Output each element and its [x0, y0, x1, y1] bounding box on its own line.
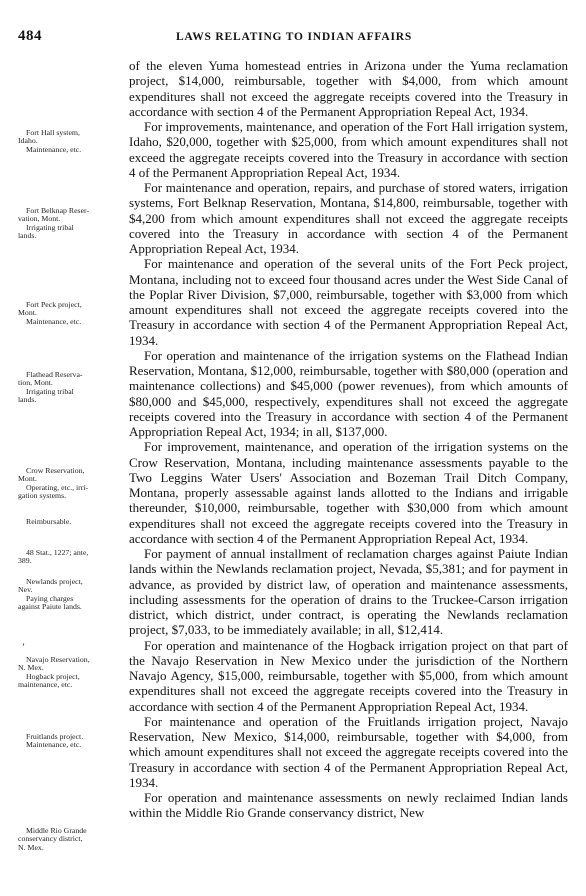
paragraph-fruitlands: For maintenance and operation of the Fruitlands irrigation project, Navajo Reservation, New Mexico, $14,000, reimbursable, together with $4,000, from which amount expenditures shall not exceed the aggregate receipts covered into the Treasury in accordance with section 4 of the Permanent Appropriation Repeal Act, 1934.	[129, 713, 568, 790]
margin-note-line: Maintenance, etc.	[26, 316, 82, 326]
margin-note-line: Irrigating tribal	[26, 386, 74, 396]
margin-note-line: tion, Mont.	[18, 378, 53, 388]
margin-note-fort-belknap	[18, 207, 122, 240]
margin-note-statute-reference	[18, 549, 122, 566]
paragraph-newlands: For payment of annual installment of reclamation charges against Paiute Indian lands within the Newlands reclamation project, Nevada, $5,381; and for payment in advance, as provided by district law, of operation and maintenance assessments, including assessments for the operation of drains to the Truckee-Carson irrigation district, which district, under contract, is operating the Newlands reclamation project, $7,033, to be immediately available; in all, $12,414.	[129, 546, 568, 638]
margin-note-line: 48 Stat., 1227; ante,	[26, 548, 89, 557]
margin-note-line: Flathead Reserva-	[26, 370, 83, 379]
running-head: LAWS RELATING TO INDIAN AFFAIRS	[175, 31, 413, 43]
paragraph-flathead: For operation and maintenance of the irrigation systems on the Flathead Indian Reservation, Montana, $12,000, reimbursable, together with $80,000 (operation and maintenance collections) and $45,000 (power revenues), from which amounts of $80,000 and $45,000, respectively, expenditures shall not exceed the aggregate receipts covered into the Treasury in accordance with section 4 of the Permanent Appropriation Repeal Act, 1934; in all, $137,000.	[129, 347, 568, 439]
margin-note-line: conservancy district,	[18, 834, 83, 844]
paragraph-hogback: For operation and maintenance of the Hogback irrigation project on that part of the Navajo Reservation in New Mexico under the jurisdiction of the Northern Navajo Agency, $15,000, reimbursable, together with $5,000, from which amount expenditures shall not exceed the aggregate receipts covered into the Treasury in accordance with section 4 of the Permanent Appropriation Repeal Act, 1934.	[129, 637, 568, 714]
paragraph-fort-hall: For improvements, maintenance, and operation of the Fort Hall irrigation system, Idaho, $20,000, together with $25,000, from which amount expenditures shall not exceed the aggregate receipts covered into the Treasury in accordance with section 4 of the Permanent Appropriation Repeal Act, 1934.	[129, 119, 568, 180]
paragraph-fort-peck: For maintenance and operation of the several units of the Fort Peck project, Montana, including not to exceed four thousand acres under the West Side Canal of the Poplar River Division, $7,000, reimbursable, together with $3,000 from which amount expenditures shall not exceed the aggregate receipts covered into the Treasury in accordance with section 4 of the Permanent Appropriation Repeal Act, 1934.	[129, 256, 568, 348]
margin-note-navajo-hogback	[18, 656, 122, 689]
margin-note-line: N. Mex.	[18, 663, 44, 673]
margin-note-line: Mont.	[18, 474, 37, 484]
margin-note-line: Fort Hall system,	[26, 128, 80, 137]
margin-note-line: lands.	[18, 394, 37, 404]
margin-note-line: Reimbursable.	[26, 517, 72, 526]
margin-note-fort-peck	[18, 301, 122, 326]
margin-note-flathead	[18, 371, 122, 404]
margin-note-line: Nev.	[18, 585, 33, 595]
margin-note-line: Fort Peck project,	[26, 300, 82, 309]
margin-note-line: Fruitlands project.	[26, 732, 84, 741]
page-number: 484	[18, 28, 42, 44]
margin-note-reimbursable	[18, 518, 122, 526]
margin-note-line: Paying charges	[26, 593, 74, 603]
margin-note-line: vation, Mont.	[18, 214, 61, 224]
margin-note-line: Fort Belknap Reser-	[26, 206, 90, 215]
margin-note-fruitlands	[18, 733, 122, 750]
margin-note-newlands	[18, 578, 122, 611]
paragraph-fort-belknap: For maintenance and operation, repairs, and purchase of stored waters, irrigation systems, Fort Belknap Reservation, Montana, $14,800, reimbursable, together with $4,200 from which amount expenditures shall not exceed the aggregate receipts covered into the Treasury in accordance with section 4 of the Permanent Appropriation Repeal Act, 1934.	[129, 180, 568, 256]
paragraph-middle-rio-grande: For operation and maintenance assessments on newly reclaimed Indian lands within the Middle Rio Grande conservancy district, New	[129, 790, 568, 821]
margin-note-line: Crow Reservation,	[26, 466, 85, 475]
margin-note-crow	[18, 467, 122, 500]
margin-note-line: 389.	[18, 556, 32, 566]
margin-note-fort-hall	[18, 129, 122, 154]
margin-note-line: Maintenance, etc.	[26, 144, 82, 154]
margin-note-line: gation systems.	[18, 490, 67, 500]
margin-note-line: Idaho.	[18, 136, 38, 146]
ink-mark: ’	[22, 642, 25, 652]
margin-note-line: maintenance, etc.	[18, 679, 73, 689]
margin-note-line: Navajo Reservation,	[26, 655, 90, 664]
margin-note-line: Hogback project,	[26, 671, 80, 681]
paragraph-yuma-continued: of the eleven Yuma homestead entries in Arizona under the Yuma reclamation project, $14,000, reimbursable, together with $4,000, from which amount expenditures shall not exceed the aggregate receipts covered into the Treasury in accordance with section 4 of the Permanent Appropriation Repeal Act, 1934.	[129, 58, 568, 119]
margin-note-line: lands.	[18, 230, 37, 240]
margin-note-line: Maintenance, etc.	[26, 740, 82, 750]
paragraph-crow: For improvement, maintenance, and operation of the irrigation systems on the Crow Reservation, Montana, including maintenance assessments payable to the Two Leggins Water Users' Association and Bozeman Trail Ditch Company, Montana, properly assessable against lands allotted to the Indians and irrigable thereunder, $10,000, reimbursable, together with $30,000 from which amount expenditures shall not exceed the aggregate receipts covered into the Treasury in accordance with section 4 of the Permanent Appropriation Repeal Act, 1934.	[129, 439, 568, 546]
margin-note-line: Operating, etc., irri-	[26, 482, 89, 492]
margin-note-line: N. Mex.	[18, 842, 44, 852]
main-text	[129, 58, 568, 821]
page-header	[18, 28, 570, 48]
margin-note-middle-rio-grande	[18, 827, 122, 852]
margin-note-line: Irrigating tribal	[26, 222, 74, 232]
margin-note-line: Mont.	[18, 308, 37, 318]
margin-note-line: Newlands project,	[26, 577, 83, 586]
margin-note-line: Middle Rio Grande	[26, 826, 87, 835]
margin-note-line: against Paiute lands.	[18, 601, 82, 611]
